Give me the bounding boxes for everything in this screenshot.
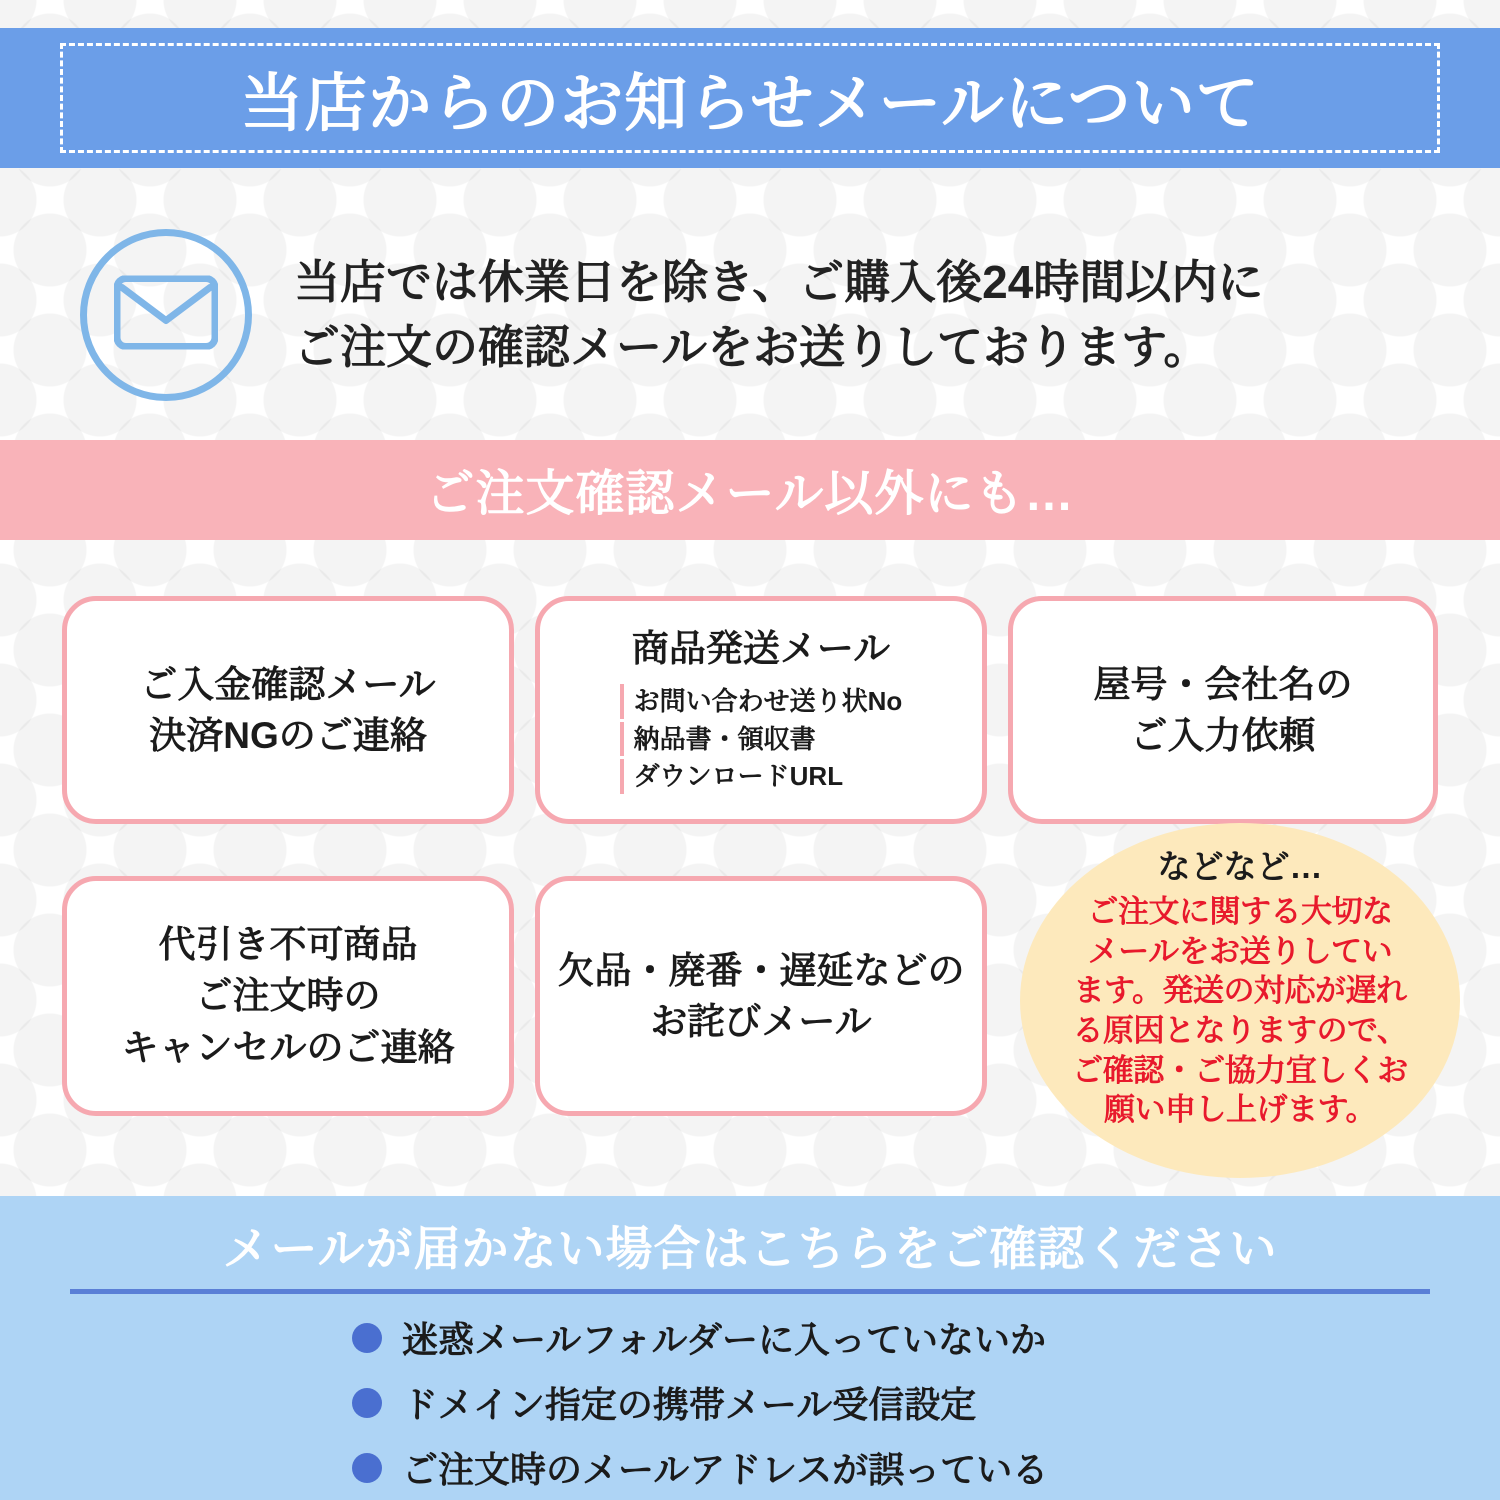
card-title-line: 決済NGのご連絡 — [149, 715, 427, 756]
note-line: る原因となりますので、 — [1072, 1013, 1408, 1049]
bullet-dot-icon — [352, 1388, 382, 1418]
card-title-line: ご注文時の — [195, 975, 381, 1017]
note-line: 願い申し上げます。 — [1103, 1092, 1377, 1128]
intro-line-2: ご注文の確認メールをお送りしております。 — [294, 321, 1210, 373]
list-item-label: ドメイン指定の携帯メール受信設定 — [402, 1384, 977, 1425]
card-subitem: 納品書・領収書 — [620, 722, 903, 757]
list-item — [352, 1442, 1500, 1493]
bullet-dot-icon — [352, 1323, 382, 1353]
section-banner-title: ご注文確認メール以外にも… — [425, 467, 1075, 521]
divider — [70, 1289, 1430, 1294]
card-title-line: ご入金確認メール — [140, 663, 436, 705]
card-title — [140, 659, 435, 761]
intro-section — [0, 200, 1500, 430]
bullet-dot-icon — [352, 1453, 382, 1483]
card-apology-mail — [535, 876, 987, 1116]
card-cod-unavailable — [62, 876, 514, 1116]
card-title-line: ご入力依頼 — [1130, 715, 1316, 756]
intro-line-1: 当店では休業日を除き、ご購入後24時間以内に — [294, 255, 1264, 308]
note-heading: などなど… — [1157, 848, 1323, 885]
important-note — [1020, 823, 1460, 1178]
card-payment-confirmation — [62, 596, 514, 824]
card-title — [1094, 659, 1353, 761]
note-line: メールをお送りしてい — [1087, 933, 1393, 969]
troubleshooting-section — [0, 1196, 1500, 1500]
list-item-label: 迷惑メールフォルダーに入っていないか — [402, 1319, 1047, 1360]
card-title-line: お詫びメール — [650, 1001, 872, 1042]
card-grid — [0, 578, 1500, 1178]
card-title — [122, 919, 455, 1072]
intro-text — [294, 250, 1263, 381]
card-subitem: お問い合わせ送り状No — [620, 684, 903, 719]
card-title — [558, 945, 965, 1047]
card-title-line: 代引き不可商品 — [158, 924, 418, 966]
note-line: ご確認・ご協力宜しくお — [1072, 1052, 1408, 1088]
card-shipping-mail — [535, 596, 987, 824]
note-line: ご注文に関する大切な — [1087, 894, 1393, 929]
card-title-line: 屋号・会社名の — [1093, 663, 1353, 705]
envelope-glyph — [114, 276, 218, 355]
card-company-name-request — [1008, 596, 1438, 824]
mail-envelope-icon — [80, 229, 252, 401]
note-body — [1040, 892, 1440, 1130]
header-dashed-frame — [60, 43, 1440, 153]
card-title-line: キャンセルのご連絡 — [121, 1026, 455, 1068]
card-subitem: ダウンロードURL — [620, 759, 903, 794]
card-subitems — [620, 684, 903, 797]
card-title: 商品発送メール — [631, 627, 891, 669]
list-item — [352, 1377, 1500, 1428]
card-title-line: 欠品・廃番・遅延などの — [557, 949, 965, 991]
note-line: ます。発送の対応が遅れ — [1073, 973, 1407, 1009]
list-item — [352, 1312, 1500, 1363]
troubleshooting-list — [0, 1312, 1500, 1493]
page-title: 当店からのお知らせメールについて — [240, 68, 1260, 139]
section-banner — [0, 440, 1500, 540]
troubleshooting-title: メールが届かない場合はこちらをご確認ください — [222, 1222, 1278, 1275]
list-item-label: ご注文時のメールアドレスが誤っている — [402, 1449, 1049, 1490]
header-banner — [0, 28, 1500, 168]
